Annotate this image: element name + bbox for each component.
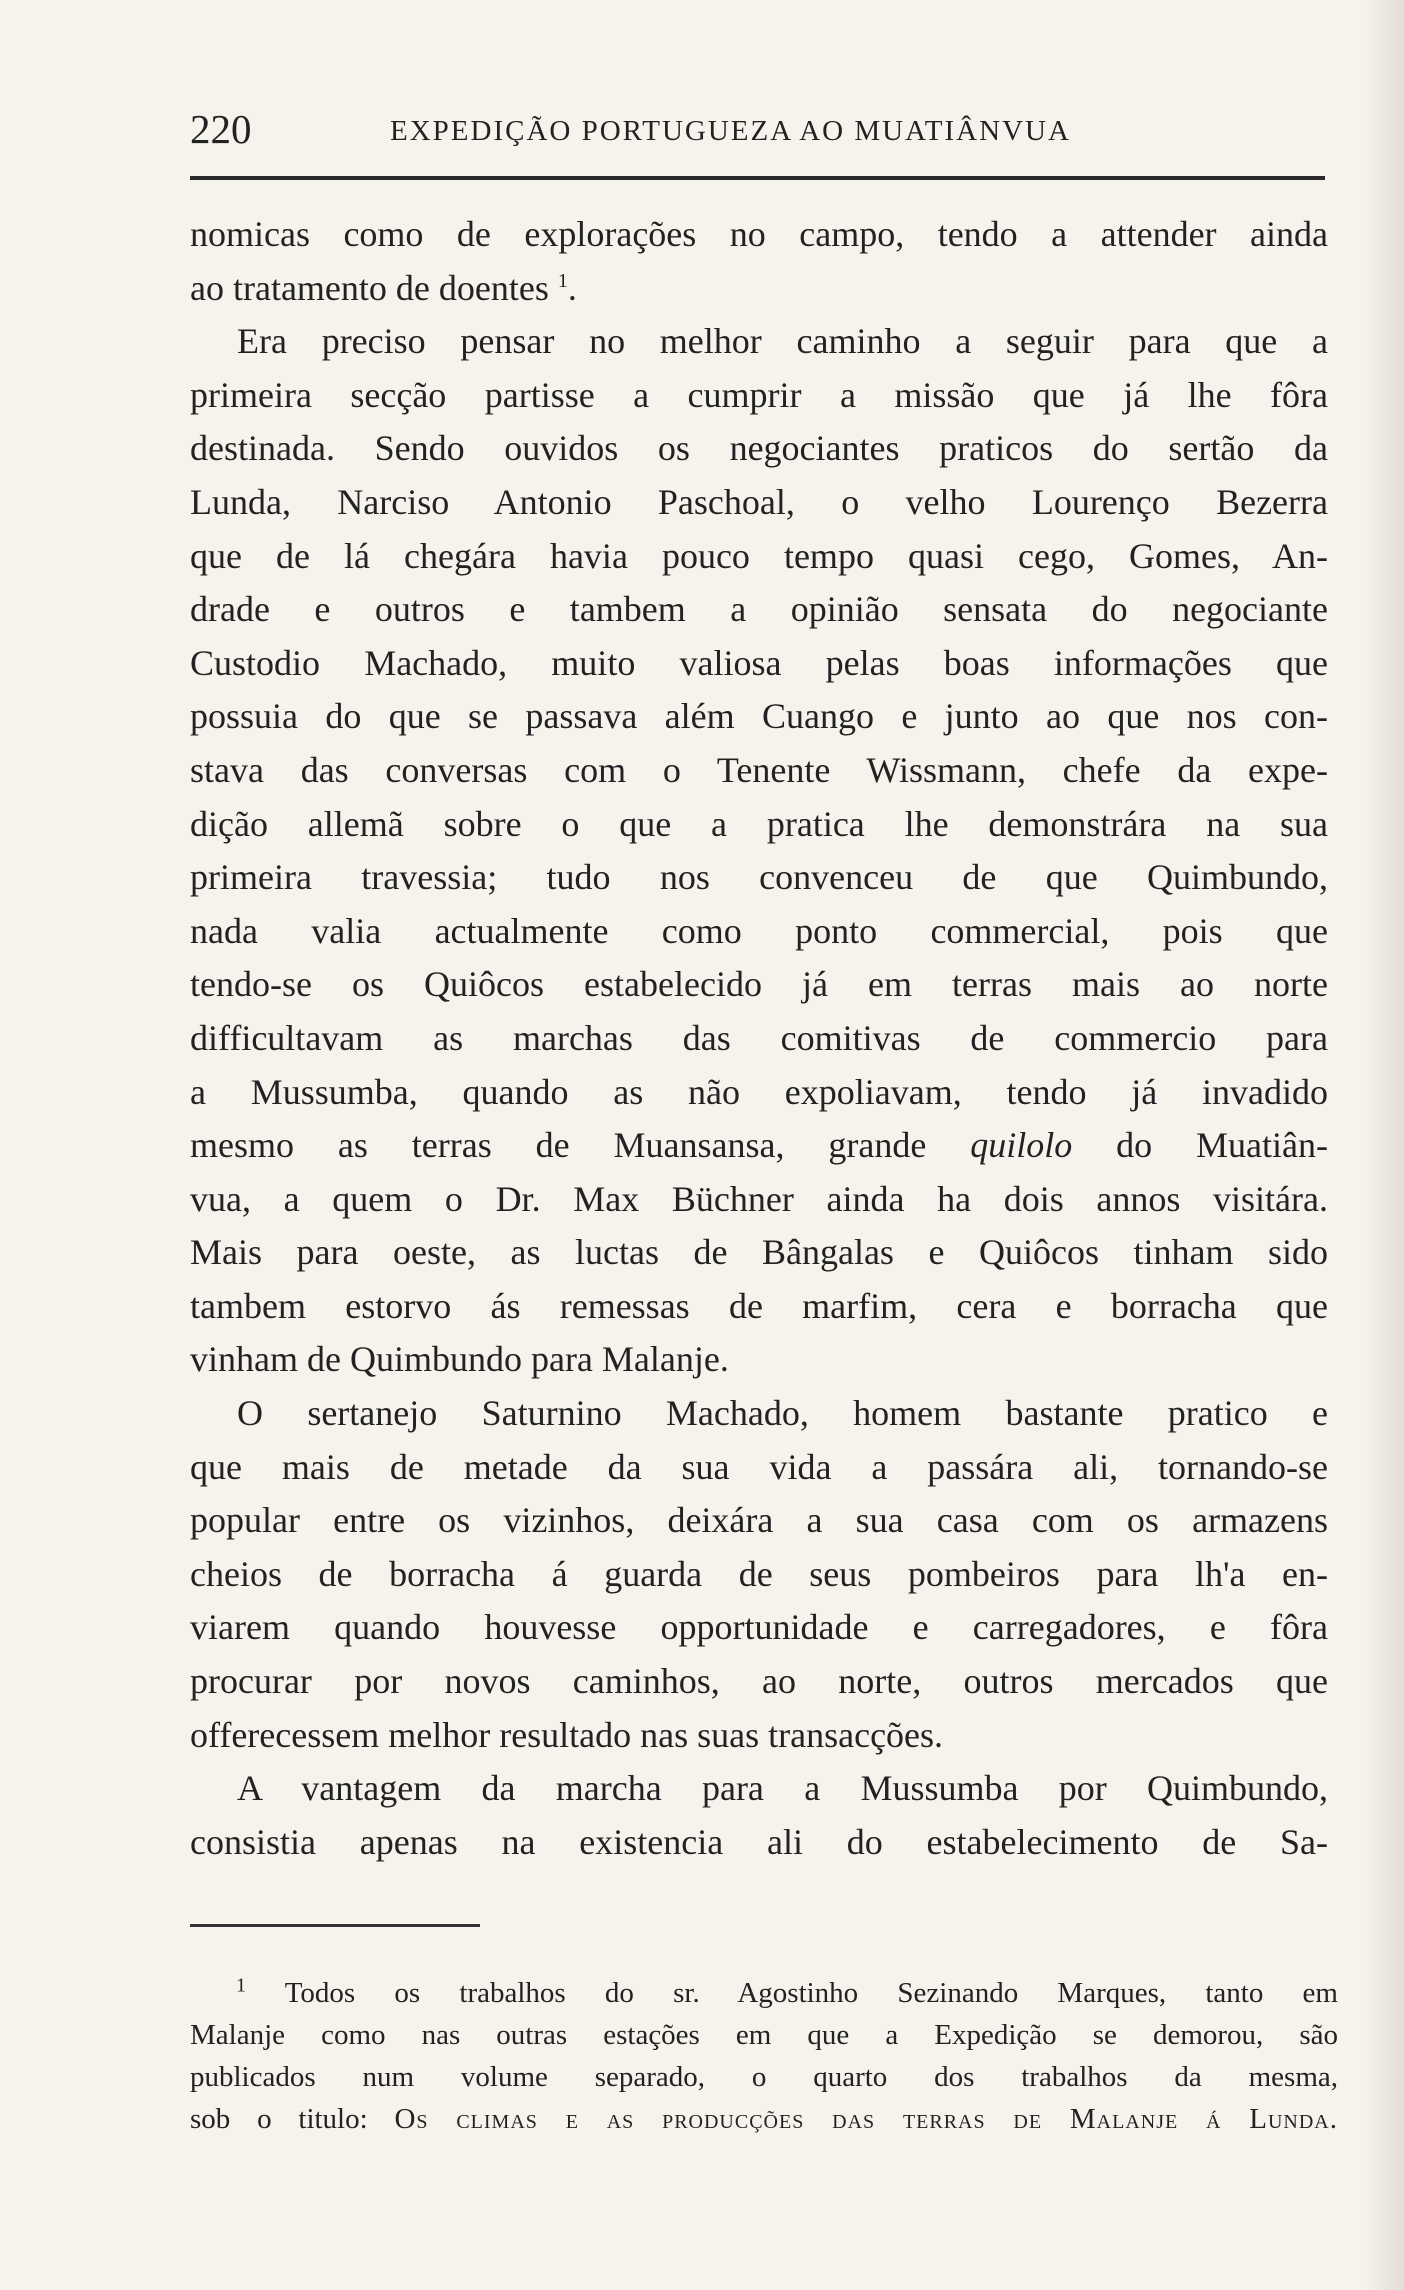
text-line: cheios de borracha á guarda de seus pombeiros para lh'a en- — [190, 1553, 1328, 1594]
text-line: nomicas como de explorações no campo, tendo a attender ainda — [190, 214, 1328, 254]
footnote-line: publicados num volume separado, o quarto dos trabalhos da mesma, — [190, 2061, 1338, 2093]
footnote-line — [190, 2098, 1338, 2140]
text-line — [190, 262, 1328, 316]
text-line: Lunda, Narciso Antonio Paschoal, o velho Lourenço Bezerra — [190, 481, 1328, 522]
text-line: nada valia actualmente como ponto commercial, pois que — [190, 910, 1328, 951]
text-line: primeira secção partisse a cumprir a missão que já lhe fôra — [190, 374, 1328, 415]
text-line: vinham de Quimbundo para Malanje. — [190, 1339, 729, 1380]
footnote-number: 1 — [236, 1974, 246, 1997]
text-fragment: sob o titulo: — [190, 2103, 395, 2135]
text-line: tendo-se os Quiôcos estabelecido já em terras mais ao norte — [190, 964, 1328, 1005]
page-number: 220 — [190, 106, 252, 152]
text-line — [190, 1119, 1328, 1173]
text-line: Custodio Machado, muito valiosa pelas boas informações que — [190, 642, 1328, 683]
running-title: EXPEDIÇÃO PORTUGUEZA AO MUATIÂNVUA — [390, 115, 1071, 147]
footnote-marker: 1 — [557, 269, 568, 292]
text-line: offerecessem melhor resultado nas suas transacções. — [190, 1714, 944, 1755]
page-edge-shadow — [1364, 0, 1404, 2290]
text-line: vua, a quem o Dr. Max Büchner ainda ha dois annos visitára. — [190, 1178, 1328, 1219]
text-line: A vantagem da marcha para a Mussumba por Quimbundo, — [237, 1768, 1328, 1809]
footnote-rule — [190, 1924, 480, 1927]
footnote-line — [190, 1972, 1338, 2014]
text-fragment: do Muatiân- — [1072, 1125, 1328, 1166]
text-line: que de lá chegára havia pouco tempo quasi cego, Gomes, An- — [190, 535, 1328, 576]
text-line: destinada. Sendo ouvidos os negociantes praticos do sertão da — [190, 428, 1328, 469]
header-rule — [190, 176, 1325, 180]
text-line: drade e outros e tambem a opinião sensata do negociante — [190, 589, 1328, 630]
running-header — [190, 104, 1325, 154]
text-line: dição allemã sobre o que a pratica lhe demonstrára na sua — [190, 803, 1328, 844]
text-line: a Mussumba, quando as não expoliavam, tendo já invadido — [190, 1071, 1328, 1112]
text-line: primeira travessia; tudo nos convenceu de que Quimbundo, — [190, 857, 1328, 898]
text-line: consistia apenas na existencia ali do estabelecimento de Sa- — [190, 1821, 1328, 1862]
text-fragment: mesmo as terras de Muansansa, grande — [190, 1125, 971, 1166]
text-line: Era preciso pensar no melhor caminho a seguir para que a — [237, 321, 1328, 362]
text-line: procurar por novos caminhos, ao norte, outros mercados que — [190, 1661, 1328, 1702]
text-line: que mais de metade da sua vida a passára ali, tornando-se — [190, 1446, 1328, 1487]
italic-term: quilolo — [970, 1125, 1073, 1166]
work-title: Os climas e as producções das terras de Malanje á Lunda. — [394, 2103, 1338, 2135]
text-line: possuia do que se passava além Cuango e junto ao que nos con- — [190, 696, 1328, 737]
text-fragment: . — [567, 267, 577, 308]
text-line: Mais para oeste, as luctas de Bângalas e Quiôcos tinham sido — [190, 1232, 1328, 1273]
main-text — [190, 208, 1328, 1869]
text-line: difficultavam as marchas das comitivas de commercio para — [190, 1017, 1328, 1058]
text-line: viarem quando houvesse opportunidade e carregadores, e fôra — [190, 1607, 1328, 1648]
text-line: O sertanejo Saturnino Machado, homem bastante pratico e — [237, 1393, 1328, 1434]
text-fragment: ao tratamento de doentes — [190, 267, 549, 308]
footnote — [190, 1972, 1338, 2140]
text-fragment: Todos os trabalhos do sr. Agostinho Sezinando Marques, tanto em — [284, 1977, 1338, 2009]
footnote-line: Malanje como nas outras estações em que a Expedição se demorou, são — [190, 2019, 1338, 2051]
text-line: tambem estorvo ás remessas de marfim, cera e borracha que — [190, 1285, 1328, 1326]
text-line: popular entre os vizinhos, deixára a sua casa com os armazens — [190, 1500, 1328, 1541]
text-line: stava das conversas com o Tenente Wissmann, chefe da expe- — [190, 749, 1328, 790]
